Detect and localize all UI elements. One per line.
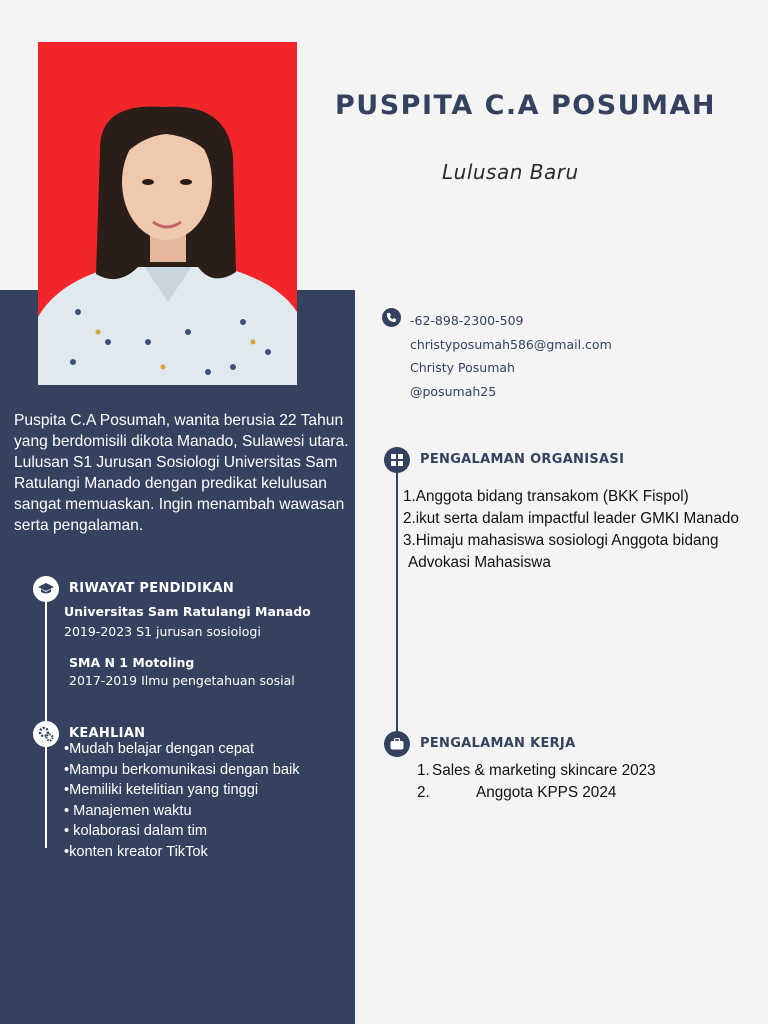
work-item-number: 2.: [417, 783, 430, 801]
organization-item: 1.Anggota bidang transakom (BKK Fispol): [403, 488, 689, 505]
graduation-cap-icon: [33, 576, 59, 602]
skills-list: [64, 739, 300, 862]
work-item-text: Sales & marketing skincare 2023: [432, 762, 656, 779]
organization-list: [403, 486, 748, 574]
contact-instagram: @posumah25: [410, 383, 497, 399]
skill-item: •Mampu berkomunikasi dengan baik: [64, 761, 300, 778]
organization-item: Advokasi Mahasiswa: [408, 554, 551, 571]
contact-phone: -62-898-2300-509: [410, 313, 524, 328]
job-subtitle: Lulusan Baru: [442, 160, 579, 184]
skill-item: • kolaborasi dalam tim: [64, 823, 207, 839]
education-detail: 2019-2023 S1 jurusan sosiologi: [64, 624, 261, 639]
work-item: [417, 782, 656, 804]
work-list: [417, 760, 656, 803]
contact-email: christyposumah586@gmail.com: [410, 336, 612, 352]
work-item-text: Anggota KPPS 2024: [476, 783, 617, 801]
education-school: SMA N 1 Motoling: [69, 655, 195, 670]
profile-photo: [38, 42, 297, 385]
skill-item: • Manajemen waktu: [64, 802, 192, 819]
contact-facebook: Christy Posumah: [410, 360, 515, 375]
education-detail: 2017-2019 Ilmu pengetahuan sosial: [69, 673, 295, 688]
skill-item: •konten kreator TikTok: [64, 843, 208, 860]
phone-icon: [382, 308, 401, 327]
organization-title: PENGALAMAN ORGANISASI: [420, 452, 625, 467]
skill-item: •Memiliki ketelitian yang tinggi: [64, 782, 259, 798]
education-school: Universitas Sam Ratulangi Manado: [64, 604, 311, 619]
skill-item: •Mudah belajar dengan cepat: [64, 741, 255, 757]
briefcase-icon: [384, 731, 410, 757]
education-title: RIWAYAT PENDIDIKAN: [69, 581, 234, 596]
skills-title: KEAHLIAN: [69, 726, 146, 741]
gears-icon: [33, 721, 59, 747]
organization-icon: [384, 447, 410, 473]
right-timeline-line: [396, 470, 398, 740]
work-title: PENGALAMAN KERJA: [420, 736, 576, 751]
about-paragraph: Puspita C.A Posumah, wanita berusia 22 Tahun yang berdomisili dikota Manado, Sulawesi utara. Lulusan S1 Jurusan Sosiologi Universitas Sam Ratulangi Manado dengan predikat kelulusan sangat memuaskan. Ingin menambah wawasan serta pengalaman.: [14, 412, 349, 534]
work-item-number: 1.: [417, 762, 430, 779]
organization-item: 2.ikut serta dalam impactful leader GMKI Manado: [403, 510, 739, 527]
full-name: PUSPITA C.A POSUMAH: [335, 90, 716, 121]
contact-block: [410, 309, 612, 403]
organization-item: 3.Himaju mahasiswa sosiologi Anggota bidang: [403, 532, 719, 549]
work-item: [417, 760, 656, 782]
